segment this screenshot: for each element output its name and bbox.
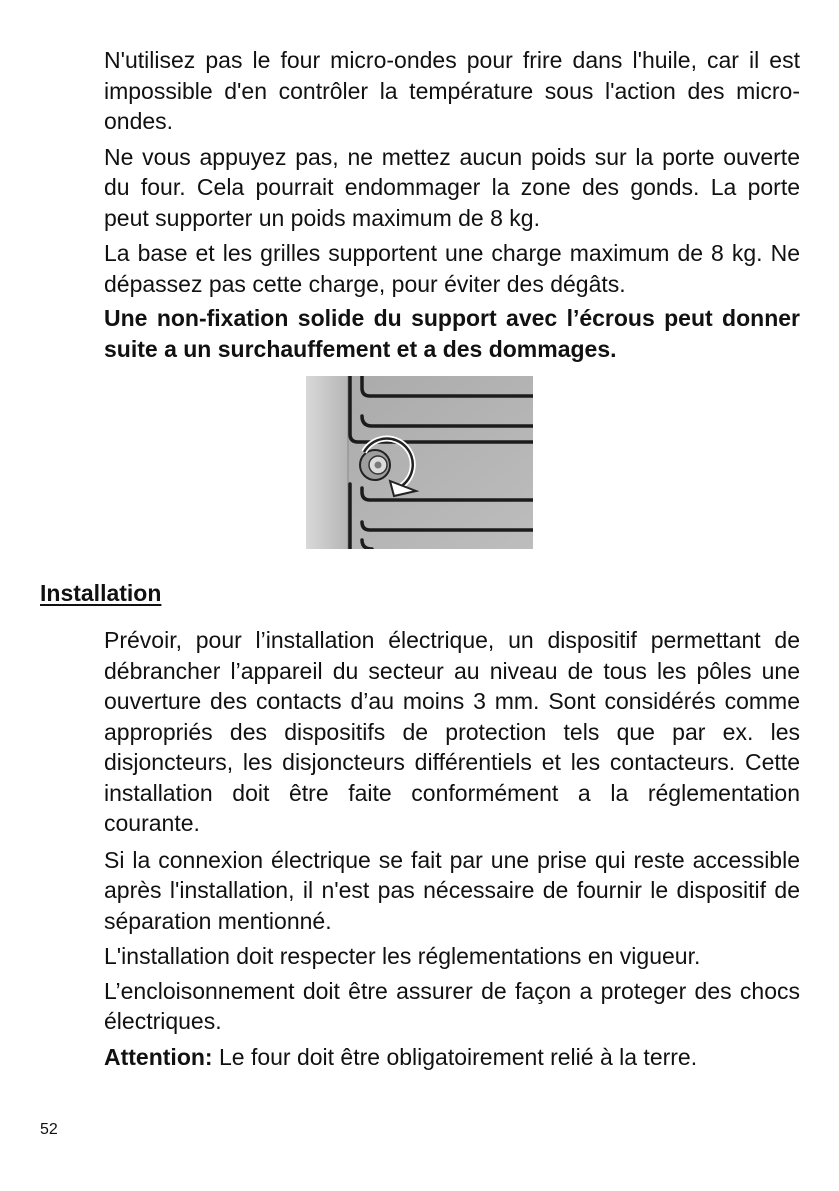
paragraph-door-weight: Ne vous appuyez pas, ne mettez aucun poids sur la porte ouverte du four. Cela pourrait endommager la zone des gonds. La porte peut supporter un poids maximum de 8 kg. (104, 143, 800, 231)
paragraph-regulations: L'installation doit respecter les réglementations en vigueur. (104, 943, 701, 969)
paragraph-attention (104, 1042, 800, 1073)
paragraph-frying-warning: N'utilisez pas le four micro-ondes pour frire dans l'huile, car il est impossible d'en contrôler la température sous l'action des micro-ondes. (104, 47, 800, 134)
paragraph-enclosure: L’encloisonnement doit être assurer de façon a proteger des chocs électriques. (104, 977, 800, 1034)
installation-heading: Installation (40, 580, 162, 606)
page-number: 52 (40, 1121, 58, 1138)
paragraph-accessible-plug: Si la connexion électrique se fait par une prise qui reste accessible après l'installation, il n'est pas nécessaire de fournir le dispositif de séparation mentionné. (104, 846, 800, 934)
attention-label: Attention: (104, 1043, 213, 1070)
rack-nut-tightening-illustration (306, 376, 533, 549)
warnings-block (104, 45, 800, 364)
paragraph-disconnect-device: Prévoir, pour l’installation électrique, un dispositif permettant de débrancher l’appareil du secteur au niveau de tous les pôles une ouverture des contacts d’au moins 3 mm. Sont considérés comme appropriés des dispositifs de protection tels que par ex. les disjoncteurs, les disjoncteurs différentiels et les contacteurs. Cette installation doit être faite conformément a la réglementation courante. (104, 627, 800, 836)
attention-text: Le four doit être obligatoirement relié à la terre. (212, 1043, 698, 1070)
paragraph-rack-load: La base et les grilles supportent une charge maximum de 8 kg. Ne dépassez pas cette charge, pour éviter des dégâts. (104, 240, 800, 297)
paragraph-fixation-warning: Une non-fixation solide du support avec l’écrous peut donner suite a un surchauffement et a des dommages. (104, 305, 800, 362)
installation-block (104, 625, 800, 1072)
